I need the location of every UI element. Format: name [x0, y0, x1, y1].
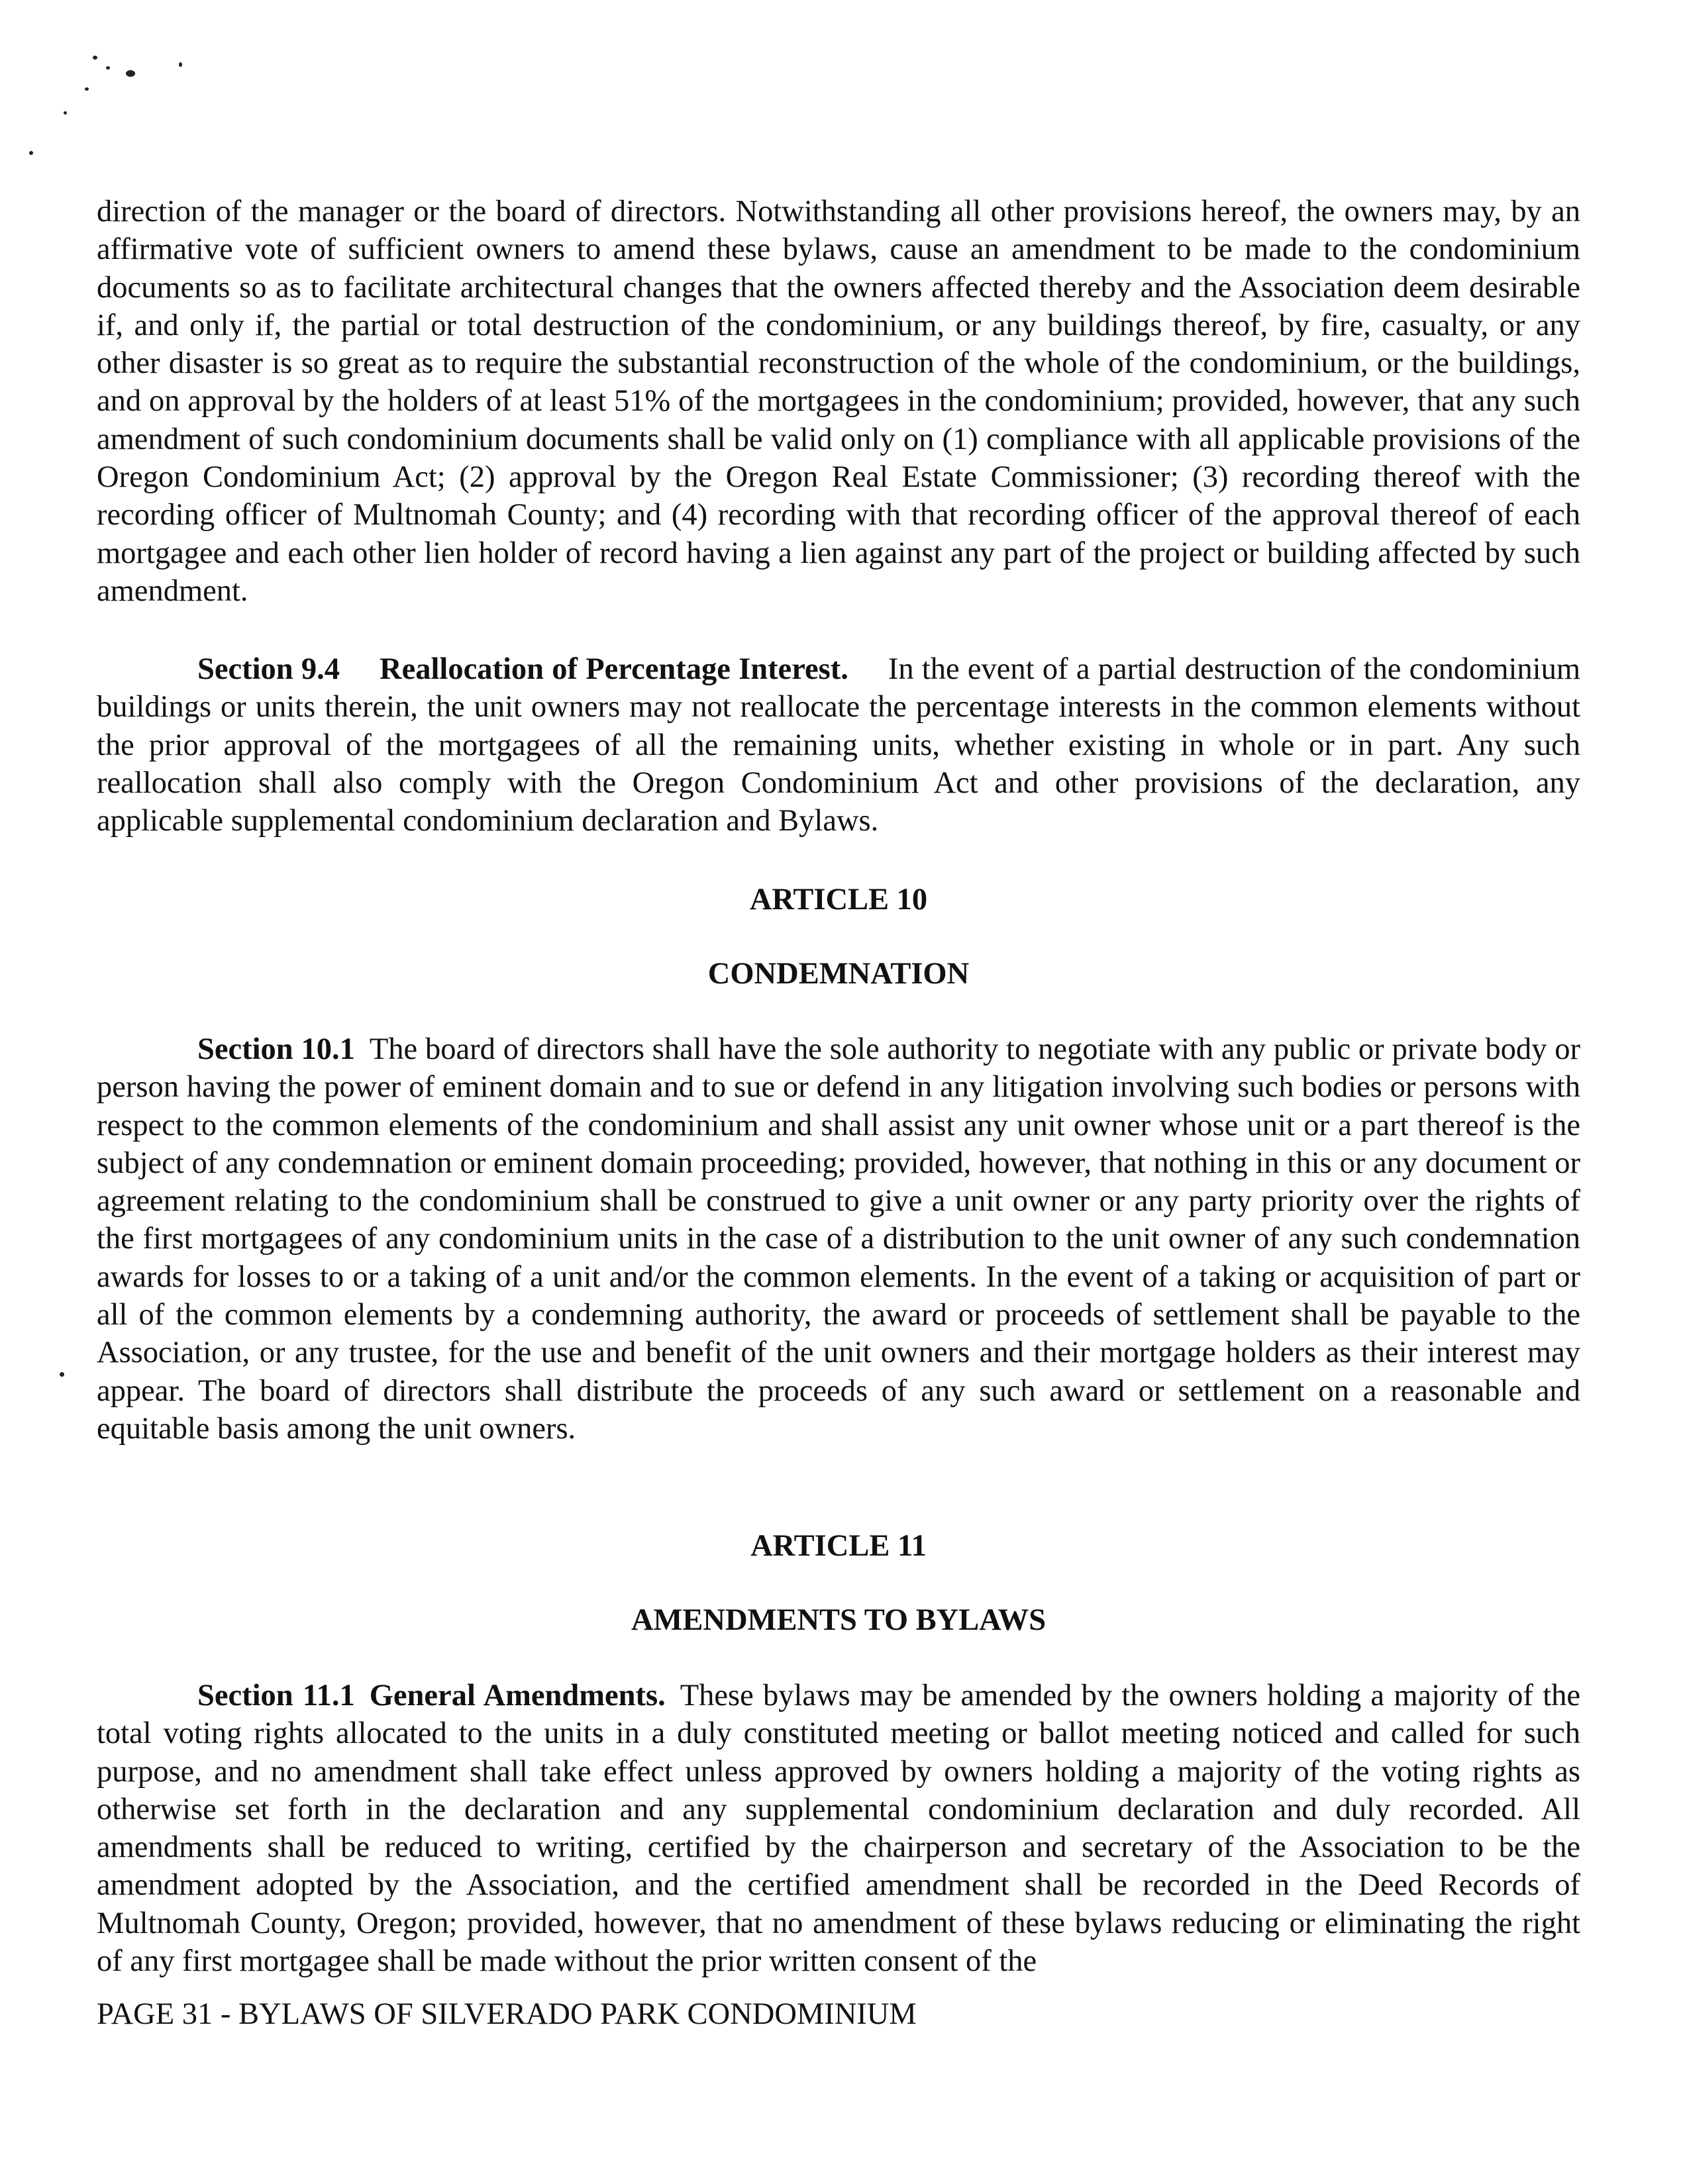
paragraph-continuation: direction of the manager or the board of directors. Notwithstanding all other provisions hereof, the owners may, by an affirmative vote of sufficient owners to amend these bylaws, cause an amendment to be made to the condominium documents so as to facilitate architectural changes that the owners affected thereby and the Association deem desirable if, and only if, the partial or total destruction of the condominium, or any buildings thereof, by fire, casualty, or any other disaster is so great as to require the substantial reconstruction of the whole of the condominium, or the buildings, and on approval by the holders of at least 51% of the mortgagees in the condominium; provided, however, that any such amendment of such condominium documents shall be valid only on (1) compliance with all applicable provisions of the Oregon Condominium Act; (2) approval by the Oregon Real Estate Commissioner; (3) recording thereof with the recording officer of Multnomah County; and (4) recording with that recording officer of the approval thereof of each mortgagee and each other lien holder of record having a lien against any part of the project or building affected by such amendment. [97, 195, 1580, 608]
page-footer: PAGE 31 - BYLAWS OF SILVERADO PARK CONDOMINIUM [97, 1997, 917, 2031]
scan-speck [106, 66, 110, 70]
scan-speck [64, 111, 67, 115]
article-11-title: AMENDMENTS TO BYLAWS [631, 1603, 1047, 1637]
article-10-heading: ARTICLE 10 [749, 883, 928, 917]
section-number: Section 11.1 [197, 1679, 355, 1712]
section-title: General Amendments. [369, 1679, 666, 1712]
section-body: These bylaws may be amended by the owners holding a majority of the total voting rights allocated to the units in a duly constituted meeting or ballot meeting noticed and called for such purpose, and no amendment shall take effect unless approved by owners holding a majority of the voting rights as otherwise set forth in the declaration and any supplemental condominium declaration and duly recorded. All amendments shall be reduced to writing, certified by the chairperson and secretary of the Association to be the amendment adopted by the Association, and the certified amendment shall be recorded in the Deed Records of Multnomah County, Oregon; provided, however, that no amendment of these bylaws reducing or eliminating the right of any first mortgagee shall be made without the prior written consent of the [97, 1679, 1580, 1979]
scan-speck [179, 62, 182, 67]
section-11-1 [97, 1677, 1580, 1980]
scan-speck [93, 56, 97, 60]
section-number: Section 10.1 [197, 1032, 355, 1066]
article-11-heading: ARTICLE 11 [750, 1529, 927, 1563]
section-9-4 [97, 650, 1580, 840]
scan-speck [60, 1372, 64, 1377]
scan-speck [29, 151, 33, 155]
section-number: Section 9.4 [197, 652, 340, 686]
section-10-1 [97, 1030, 1580, 1448]
section-title: Reallocation of Percentage Interest. [380, 652, 848, 686]
section-body: In the event of a partial destruction of the condominium buildings or units therein, the unit owners may not reallocate the percentage interests in the common elements without the prior approval of the mortgagees of all the remaining units, whether existing in whole or in part. Any such reallocation shall also comply with the Oregon Condominium Act and other provisions of the declaration, any applicable supplemental condominium declaration and Bylaws. [97, 652, 1581, 838]
scan-speck [126, 70, 135, 77]
scan-speck [85, 87, 89, 91]
article-10-title: CONDEMNATION [707, 957, 970, 991]
section-body: The board of directors shall have the sole authority to negotiate with any public or private body or person having the power of eminent domain and to sue or defend in any litigation involving such bodies or persons with respect to the common elements of the condominium and shall assist any unit owner whose unit or a part thereof is the subject of any condemnation or eminent domain proceeding; provided, however, that nothing in this or any document or agreement relating to the condominium shall be construed to give a unit owner or any party priority over the rights of the first mortgagees of any condominium units in the case of a distribution to the unit owner of any such condemnation awards for losses to or a taking of a unit and/or the common elements. In the event of a taking or acquisition of part or all of the common elements by a condemning authority, the award or proceeds of settlement shall be payable to the Association, or any trustee, for the use and benefit of the unit owners and their mortgage holders as their interest may appear. The board of directors shall distribute the proceeds of any such award or settlement on a reasonable and equitable basis among the unit owners. [97, 1032, 1581, 1446]
